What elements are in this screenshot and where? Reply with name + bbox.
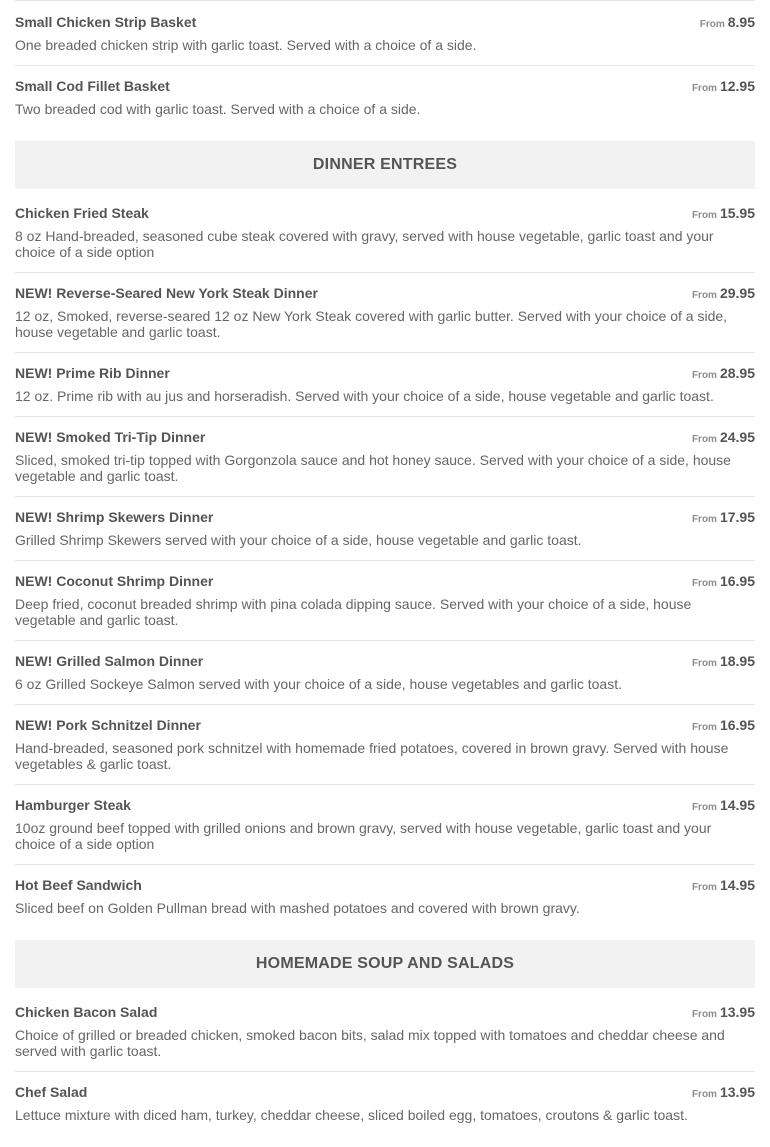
menu-item[interactable] xyxy=(15,429,755,497)
menu-item[interactable] xyxy=(15,717,755,785)
section-items xyxy=(15,1004,755,1135)
menu-item-header xyxy=(15,14,755,30)
section-header xyxy=(15,141,755,189)
menu-item-price-group xyxy=(692,365,755,384)
menu-page xyxy=(15,0,755,1147)
menu-item-name: NEW! Shrimp Skewers Dinner xyxy=(15,509,214,525)
menu-item-name: NEW! Coconut Shrimp Dinner xyxy=(15,573,214,589)
menu-item-header xyxy=(15,717,755,733)
menu-item-price: 14.95 xyxy=(719,877,755,893)
price-prefix: From xyxy=(691,434,717,445)
menu-item-description: 6 oz Grilled Sockeye Salmon served with your choice of a side, house vegetables and garlic toast. xyxy=(15,676,622,692)
menu-item-price-group xyxy=(692,573,755,592)
menu-item-description: Choice of grilled or breaded chicken, smoked bacon bits, salad mix topped with tomatoes and cheddar cheese and served with garlic toast. xyxy=(15,1027,725,1059)
price-prefix: From xyxy=(691,290,717,301)
menu-item-name: Hamburger Steak xyxy=(15,797,131,813)
menu-item-price-group xyxy=(692,653,755,672)
menu-item[interactable] xyxy=(15,365,755,417)
menu-item[interactable] xyxy=(15,14,755,66)
menu-item[interactable] xyxy=(15,573,755,641)
menu-item[interactable] xyxy=(15,78,755,129)
price-prefix: From xyxy=(691,514,717,525)
menu-item-header xyxy=(15,797,755,813)
menu-item-price: 28.95 xyxy=(719,365,755,381)
menu-item-description: Grilled Shrimp Skewers served with your choice of a side, house vegetable and garlic toast. xyxy=(15,532,582,548)
price-prefix: From xyxy=(691,658,717,669)
menu-item-price-group xyxy=(692,717,755,736)
menu-item-header xyxy=(15,205,755,221)
divider xyxy=(15,0,755,1)
menu-item-price-group xyxy=(692,285,755,304)
menu-item-description: 12 oz. Prime rib with au jus and horseradish. Served with your choice of a side, house vegetable and garlic toast. xyxy=(15,388,714,404)
menu-item[interactable] xyxy=(15,285,755,353)
menu-item[interactable] xyxy=(15,877,755,928)
menu-item-header xyxy=(15,365,755,381)
price-prefix: From xyxy=(691,1089,717,1100)
menu-item-description: 10oz ground beef topped with grilled onions and brown gravy, served with house vegetable, garlic toast and your choice of a side option xyxy=(15,820,712,852)
menu-item-price: 18.95 xyxy=(719,653,755,669)
price-prefix: From xyxy=(691,83,717,94)
menu-item-description: 8 oz Hand-breaded, seasoned cube steak covered with gravy, served with house vegetable, garlic toast and your choice of a side option xyxy=(15,228,714,260)
price-prefix: From xyxy=(699,19,725,30)
menu-item-name: Chicken Bacon Salad xyxy=(15,1004,158,1020)
menu-item-price-group xyxy=(692,1084,755,1103)
menu-item-header xyxy=(15,573,755,589)
menu-item-description: Two breaded cod with garlic toast. Served with a choice of a side. xyxy=(15,101,421,117)
menu-item-price: 16.95 xyxy=(719,717,755,733)
menu-item[interactable] xyxy=(15,653,755,705)
menu-item-price-group xyxy=(700,14,755,33)
menu-item-price: 13.95 xyxy=(719,1004,755,1020)
menu-item-price: 15.95 xyxy=(719,205,755,221)
price-prefix: From xyxy=(691,210,717,221)
menu-item-description: One breaded chicken strip with garlic toast. Served with a choice of a side. xyxy=(15,37,477,53)
menu-item-price-group xyxy=(692,797,755,816)
menu-item-header xyxy=(15,1084,755,1100)
menu-item-name: NEW! Grilled Salmon Dinner xyxy=(15,653,204,669)
menu-item[interactable] xyxy=(15,1084,755,1135)
menu-item-description: Sliced, smoked tri-tip topped with Gorgonzola sauce and hot honey sauce. Served with your choice of a side, house vegetable and garlic toast. xyxy=(15,452,731,484)
menu-item-header xyxy=(15,509,755,525)
menu-item-name: Chef Salad xyxy=(15,1084,88,1100)
price-prefix: From xyxy=(691,802,717,813)
section-items xyxy=(15,205,755,928)
menu-item-price: 24.95 xyxy=(719,429,755,445)
menu-item-description: Sliced beef on Golden Pullman bread with mashed potatoes and covered with brown gravy. xyxy=(15,900,580,916)
section-header xyxy=(15,940,755,988)
menu-item-description: Hand-breaded, seasoned pork schnitzel with homemade fried potatoes, covered in brown gravy. Served with house vegetables & garlic toast. xyxy=(15,740,729,772)
menu-item-price: 29.95 xyxy=(719,285,755,301)
menu-item[interactable] xyxy=(15,1004,755,1072)
menu-item-price: 17.95 xyxy=(719,509,755,525)
menu-item-name: NEW! Pork Schnitzel Dinner xyxy=(15,717,201,733)
menu-item-header xyxy=(15,78,755,94)
menu-item-name: Hot Beef Sandwich xyxy=(15,877,142,893)
menu-item-price: 16.95 xyxy=(719,573,755,589)
menu-list xyxy=(15,14,755,1135)
menu-item-price: 14.95 xyxy=(719,797,755,813)
price-prefix: From xyxy=(691,1009,717,1020)
menu-item-header xyxy=(15,285,755,301)
menu-item-price: 13.95 xyxy=(719,1084,755,1100)
menu-item-price: 8.95 xyxy=(727,14,755,30)
menu-item-name: NEW! Prime Rib Dinner xyxy=(15,365,170,381)
menu-item-description: Lettuce mixture with diced ham, turkey, cheddar cheese, sliced boiled egg, tomatoes, croutons & garlic toast. xyxy=(15,1107,688,1123)
menu-item-price-group xyxy=(692,78,755,97)
menu-item-name: Small Chicken Strip Basket xyxy=(15,14,197,30)
menu-item-name: Chicken Fried Steak xyxy=(15,205,149,221)
menu-item-price: 12.95 xyxy=(719,78,755,94)
menu-item-price-group xyxy=(692,429,755,448)
menu-item-name: NEW! Smoked Tri-Tip Dinner xyxy=(15,429,206,445)
section-title: DINNER ENTREES xyxy=(312,156,458,173)
menu-item-price-group xyxy=(692,1004,755,1023)
menu-item-price-group xyxy=(692,205,755,224)
menu-item[interactable] xyxy=(15,205,755,273)
menu-item[interactable] xyxy=(15,797,755,865)
menu-item-header xyxy=(15,1004,755,1020)
price-prefix: From xyxy=(691,882,717,893)
section-items xyxy=(15,14,755,129)
menu-item-header xyxy=(15,653,755,669)
menu-item-name: NEW! Reverse-Seared New York Steak Dinner xyxy=(15,285,318,301)
price-prefix: From xyxy=(691,578,717,589)
menu-item-header xyxy=(15,877,755,893)
menu-item-price-group xyxy=(692,509,755,528)
price-prefix: From xyxy=(691,722,717,733)
price-prefix: From xyxy=(691,370,717,381)
section-title: HOMEMADE SOUP AND SALADS xyxy=(255,955,515,972)
menu-item-header xyxy=(15,429,755,445)
menu-item-price-group xyxy=(692,877,755,896)
menu-item-name: Small Cod Fillet Basket xyxy=(15,78,170,94)
menu-item[interactable] xyxy=(15,509,755,561)
menu-item-description: Deep fried, coconut breaded shrimp with pina colada dipping sauce. Served with your choice of a side, house vegetable and garlic toast. xyxy=(15,596,692,628)
menu-item-description: 12 oz, Smoked, reverse-seared 12 oz New York Steak covered with garlic butter. Served with your choice of a side, house vegetable and garlic toast. xyxy=(15,308,728,340)
